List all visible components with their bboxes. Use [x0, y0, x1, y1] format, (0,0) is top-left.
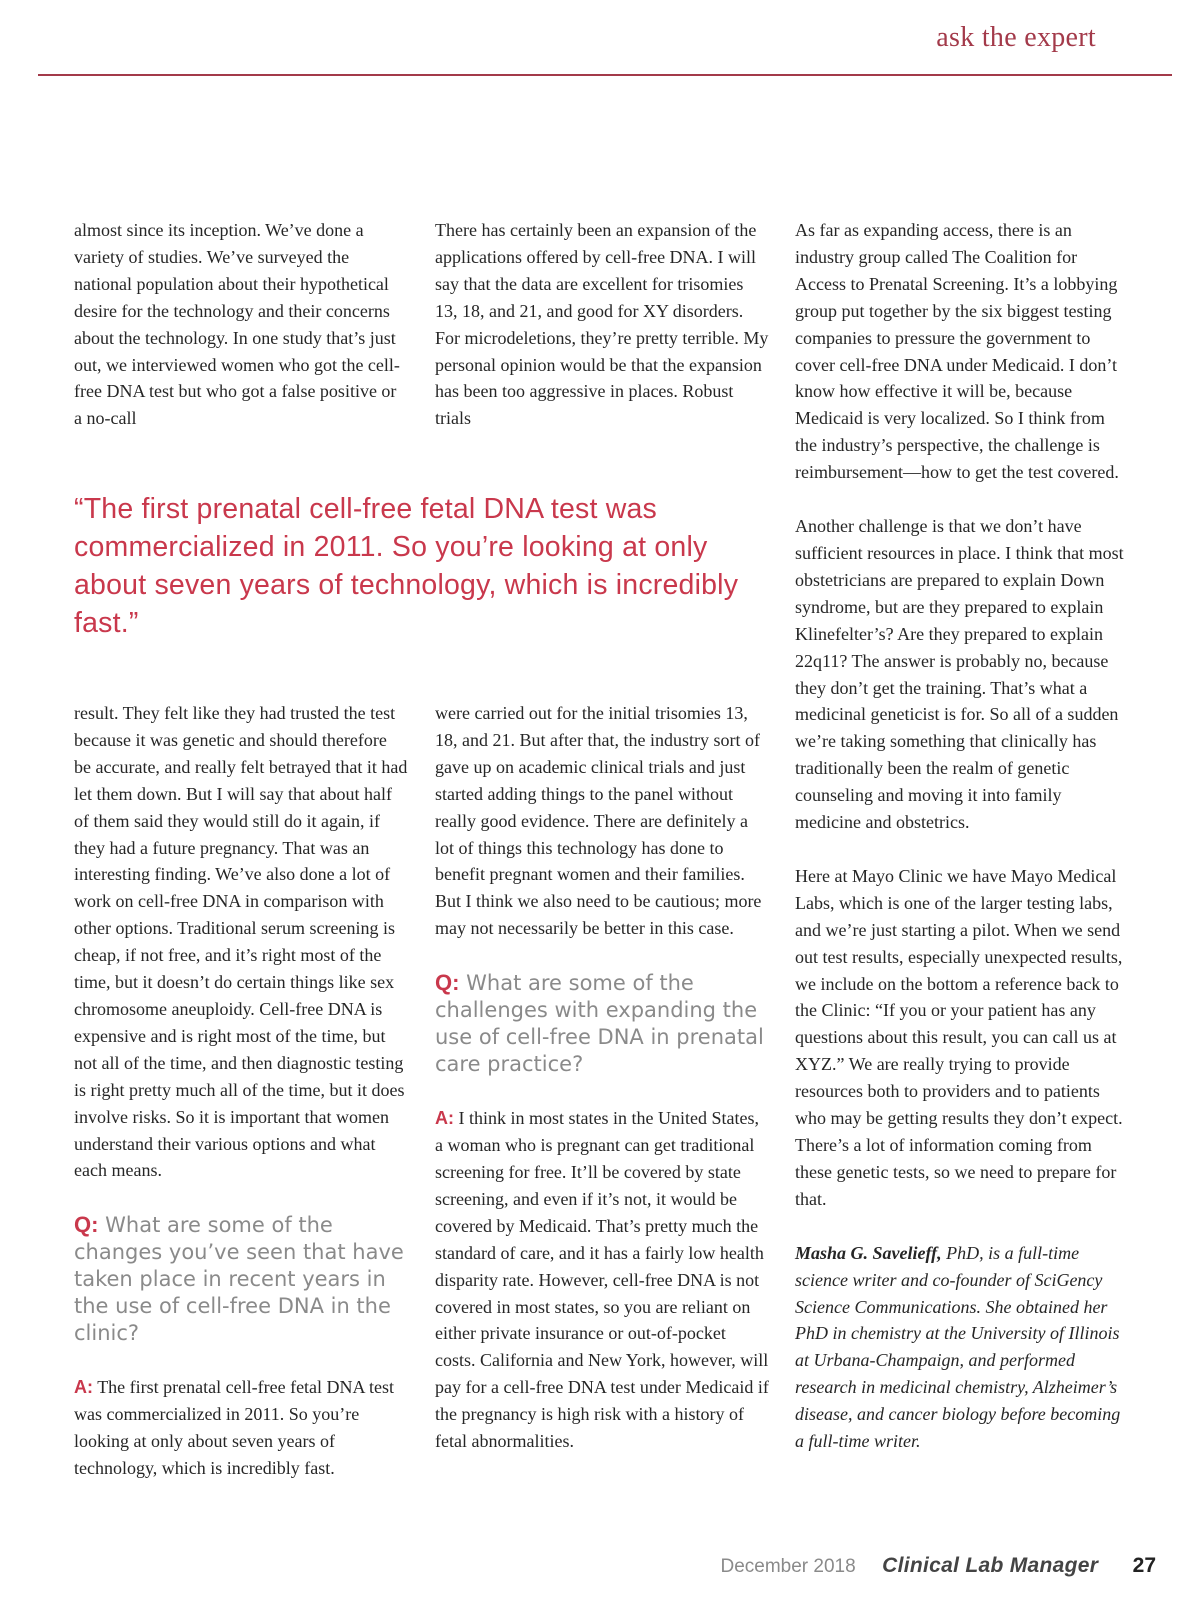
body-paragraph: result. They felt like they had trusted the test because it was genetic and should therefore be accurate, and really felt betrayed that it had let them down. But I will say that about half of them said they would still do it again, if they had a future pregnancy. That was an interesting finding. We’ve also done a lot of work on cell-free DNA in comparison with other options. Traditional serum screening is cheap, if not free, and it’s right most of the time, but it doesn’t do certain things like sex chromosome aneuploidy. Cell-free DNA is expensive and is right most of the time, but not all of the time, and then diagnostic testing is right pretty much all of the time, but it does involve risks. So it is important that women understand their various options and what each means.	[74, 703, 408, 1181]
column-2-bottom	[435, 700, 769, 1455]
answer-label: A:	[435, 1108, 454, 1129]
section-label: ask the expert	[936, 22, 1096, 53]
body-paragraph: were carried out for the initial trisomies 13, 18, and 21. But after that, the industry sort of gave up on academic clinical trials and just started adding things to the panel without really good evidence. There are definitely a lot of things this technology has done to benefit pregnant women and their families. But I think we also need to be cautious; more may not necessarily be better in this case.	[435, 703, 762, 939]
question-heading	[74, 1211, 408, 1347]
author-bio	[795, 1240, 1129, 1455]
page-number: 27	[1132, 1554, 1156, 1577]
body-paragraph: Here at Mayo Clinic we have Mayo Medical Labs, which is one of the larger testing labs, and we’re just starting a pilot. When we send out test results, especially unexpected results, we include on the bottom a reference back to the Clinic: “If you or your patient has any questions about this result, you can call us at XYZ.” We are really trying to provide resources both to providers and to patients who may be getting results they don’t expect. There’s a lot of information coming from these genetic tests, so we need to prepare for that.	[795, 865, 1123, 1209]
question-label: Q:	[435, 970, 460, 996]
answer-paragraph	[74, 1374, 408, 1482]
page-footer	[720, 1554, 1156, 1578]
answer-paragraph	[435, 1105, 769, 1455]
question-label: Q:	[74, 1212, 99, 1238]
column-2-top	[435, 217, 769, 432]
body-paragraph: As far as expanding access, there is an industry group called The Coalition for Access to Prenatal Screening. It’s a lobbying group put together by the six biggest testing companies to pressure the government to cover cell-free DNA under Medicaid. I don’t know how effective it will be, because Medicaid is very localized. So I think from the industry’s perspective, the challenge is reimbursement—how to get the test covered.	[795, 220, 1119, 483]
question-heading	[435, 969, 769, 1078]
column-3	[795, 217, 1129, 1455]
body-paragraph: There has certainly been an expansion of the applications offered by cell-free DNA. I will say that the data are excellent for trisomies 13, 18, and 21, and good for XY disorders. For microdeletions, they’re pretty terrible. My personal opinion would be that the expansion has been too aggressive in places. Robust trials	[435, 220, 769, 429]
column-1-bottom	[74, 700, 408, 1482]
question-text: What are some of the changes you’ve seen that have taken place in recent years in the use of cell-free DNA in the clinic?	[74, 1213, 404, 1346]
answer-text: I think in most states in the United States, a woman who is pregnant can get traditional screening for free. It’ll be covered by state screening, and even if it’s not, it would be covered by Medicaid. That’s pretty much the standard of care, and it has a fairly low health disparity rate. However, cell-free DNA is not covered in most states, so you are reliant on either private insurance or out-of-pocket costs. California and New York, however, will pay for a cell-free DNA test under Medicaid if the pregnancy is high risk with a history of fetal abnormalities.	[435, 1108, 769, 1452]
author-bio-text: PhD, is a full-time science writer and co-founder of SciGency Science Communications. She obtained her PhD in chemistry at the University of Illinois at Urbana-Champaign, and performed research in medicinal chemistry, Alzheimer’s disease, and cancer biology before becoming a full-time writer.	[795, 1242, 1121, 1452]
header-rule	[38, 74, 1172, 76]
answer-label: A:	[74, 1377, 93, 1398]
magazine-name: Clinical Lab Manager	[882, 1554, 1099, 1577]
question-text: What are some of the challenges with expanding the use of cell-free DNA in prenatal care practice?	[435, 971, 764, 1077]
pull-quote: “The first prenatal cell-free fetal DNA test was commercialized in 2011. So you’re looking at only about seven years of technology, which is incredibly fast.”	[74, 493, 739, 639]
issue-date: December 2018	[720, 1556, 856, 1577]
body-paragraph: almost since its inception. We’ve done a variety of studies. We’ve surveyed the national population about their hypothetical desire for the technology and their concerns about the technology. In one study that’s just out, we interviewed women who got the cell-free DNA test but who got a false positive or a no-call	[74, 220, 400, 429]
body-paragraph: Another challenge is that we don’t have sufficient resources in place. I think that most obstetricians are prepared to explain Down syndrome, but are they prepared to explain Klinefelter’s? Are they prepared to explain 22q11? The answer is probably no, because they don’t get the training. That’s what a medicinal geneticist is for. So all of a sudden we’re taking something that clinically has traditionally been the realm of genetic counseling and moving it into family medicine and obstetrics.	[795, 516, 1124, 833]
answer-text: The first prenatal cell-free fetal DNA test was commercialized in 2011. So you’re looking at only about seven years of technology, which is incredibly fast.	[74, 1377, 395, 1479]
author-name: Masha G. Savelieff,	[795, 1242, 942, 1263]
column-1-top	[74, 217, 408, 432]
